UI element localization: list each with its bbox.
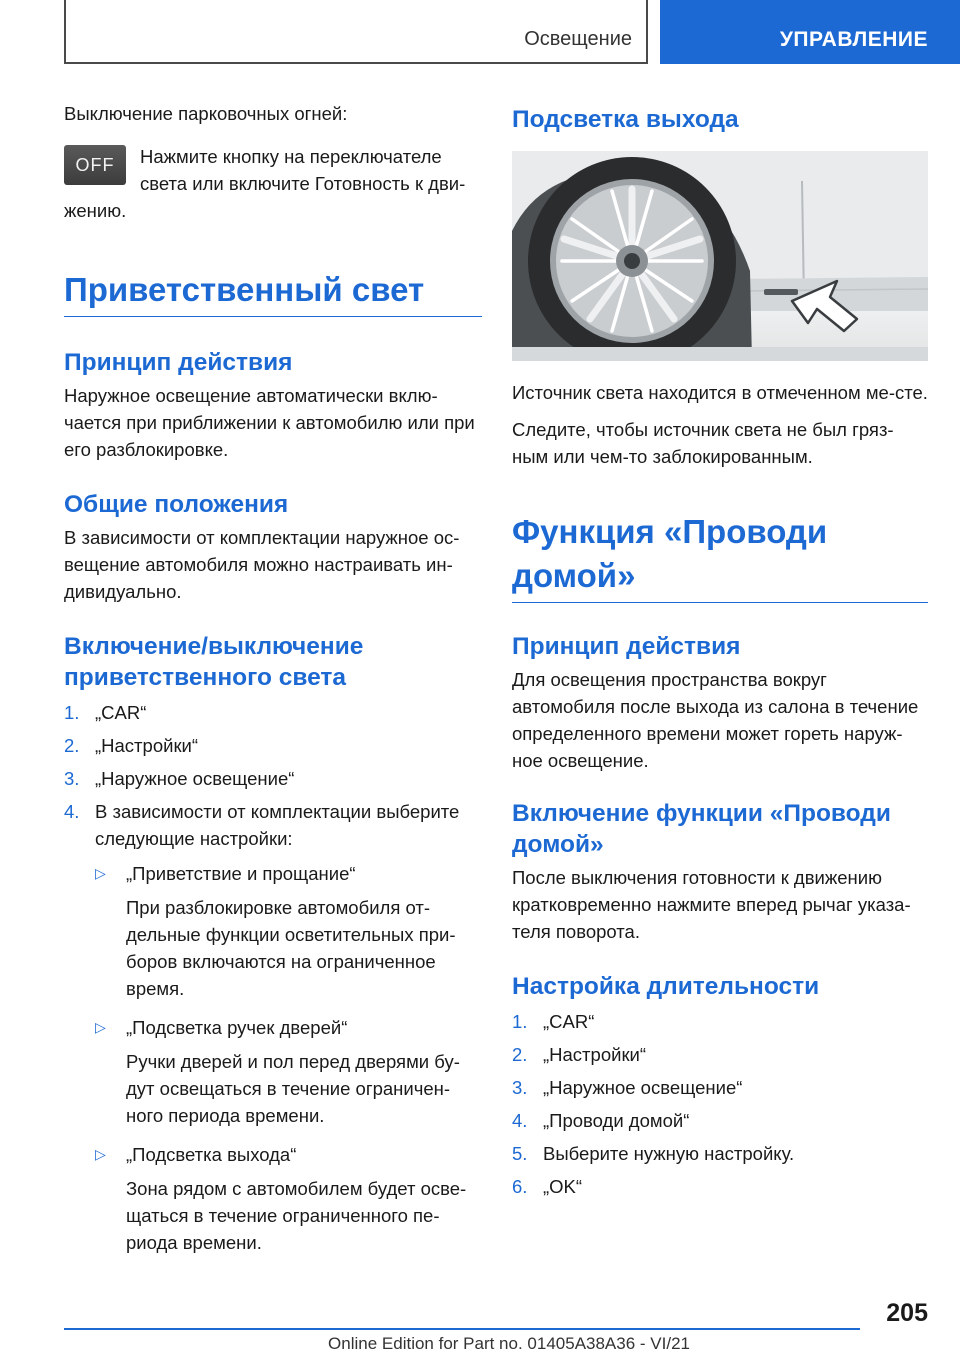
section-tab (64, 0, 648, 64)
step-text: „OK“ (543, 1176, 583, 1197)
step-text: „CAR“ (543, 1011, 595, 1032)
page-number: 205 (886, 1299, 928, 1327)
list-item (64, 765, 482, 792)
step-number: 4. (64, 801, 80, 822)
list-item (512, 1107, 928, 1134)
option-item (95, 860, 482, 1002)
edition-info: Online Edition for Part no. 01405A38A36 - VI/21 (328, 1334, 690, 1353)
enable-text: После выключения готовности к движению кратковременно нажмите вперед рычаг указа-теля поворота. (512, 867, 911, 942)
left-column (64, 100, 482, 1256)
list-item (64, 699, 482, 726)
option-description: При разблокировке автомобиля от-дельные функции осветительных при-боров включаются на ограниченное время. (126, 897, 456, 999)
step-number: 1. (512, 1011, 528, 1032)
principle-heading: Принцип действия (64, 349, 293, 376)
page-header (0, 0, 960, 66)
triangle-bullet-icon: ▷ (95, 1146, 106, 1162)
step-number: 6. (512, 1176, 528, 1197)
list-item (512, 1074, 928, 1101)
step-number: 3. (512, 1077, 528, 1098)
chapter-title: УПРАВЛЕНИЕ (779, 28, 928, 51)
photo-caption-2: Следите, чтобы источник света не был гряз-ным или чем-то заблокированным. (512, 419, 894, 467)
welcome-light-title: Приветственный свет (64, 268, 482, 317)
chapter-tab (660, 0, 960, 64)
triangle-bullet-icon: ▷ (95, 1019, 106, 1035)
option-description: Ручки дверей и пол перед дверями бу-дут освещаться в течение ограничен-ного периода времени. (126, 1051, 460, 1126)
section-title: Освещение (524, 28, 632, 50)
duration-heading: Настройка длительности (512, 973, 820, 1000)
step-number: 4. (512, 1110, 528, 1131)
follow-me-home-title: Функция «Проводи домой» (512, 510, 928, 603)
step-text: Выберите нужную настройку. (543, 1143, 795, 1164)
car-wheel-illustration (512, 151, 928, 361)
option-title: „Приветствие и прощание“ (126, 863, 356, 884)
off-instruction (64, 143, 482, 224)
welcome-steps-list (64, 699, 482, 1256)
step-text: „Наружное освещение“ (543, 1077, 743, 1098)
step-number: 1. (64, 702, 80, 723)
triangle-bullet-icon: ▷ (95, 865, 106, 881)
parking-off-heading: Выключение парковочных огней: (64, 103, 348, 124)
car-wheel-photo (512, 151, 928, 361)
step-text: „Наружное освещение“ (95, 768, 295, 789)
step-text: В зависимости от комплектации выберите следующие настройки: (95, 801, 460, 849)
off-instruction-line1: Нажмите кнопку на переключателе (140, 146, 442, 167)
step-text: „Настройки“ (543, 1044, 647, 1065)
list-item (64, 798, 482, 1256)
footer-divider (64, 1328, 860, 1330)
option-description: Зона рядом с автомобилем будет осве-щаться в течение ограниченного пе-риода времени. (126, 1178, 467, 1253)
off-instruction-line2: света или включите Готовность к дви- (140, 173, 466, 194)
general-heading: Общие положения (64, 491, 289, 518)
step-number: 2. (512, 1044, 528, 1065)
off-button-icon: OFF (64, 145, 126, 185)
list-item (512, 1173, 928, 1200)
list-item (512, 1008, 928, 1035)
duration-steps-list (512, 1008, 928, 1200)
general-text: В зависимости от комплектации наружное ос-вещение автомобиля можно настраивать ин-дивидуально. (64, 527, 460, 602)
right-column (512, 100, 928, 1200)
step-text: „Проводи домой“ (543, 1110, 690, 1131)
option-title: „Подсветка ручек дверей“ (126, 1017, 348, 1038)
toggle-heading: Включение/выключение приветственного света (64, 633, 364, 691)
option-item (95, 1014, 482, 1129)
option-title: „Подсветка выхода“ (126, 1144, 297, 1165)
option-item (95, 1141, 482, 1256)
step-text: „CAR“ (95, 702, 147, 723)
list-item (512, 1140, 928, 1167)
options-list (95, 860, 482, 1256)
step-text: „Настройки“ (95, 735, 199, 756)
step-number: 2. (64, 735, 80, 756)
off-instruction-line3: жению. (64, 200, 127, 221)
principle-text-right: Для освещения пространства вокруг автомобиля после выхода из салона в течение определенного времени может гореть наруж-ное освещение. (512, 669, 919, 771)
enable-heading: Включение функции «Проводи домой» (512, 800, 891, 858)
photo-caption-1: Источник света находится в отмеченном ме-сте. (512, 382, 928, 403)
principle-text: Наружное освещение автоматически вклю-чается при приближении к автомобилю или при его разблокировке. (64, 385, 475, 460)
step-number: 3. (64, 768, 80, 789)
list-item (512, 1041, 928, 1068)
step-number: 5. (512, 1143, 528, 1164)
principle-heading-right: Принцип действия (512, 633, 741, 660)
exit-light-heading: Подсветка выхода (512, 106, 739, 133)
list-item (64, 732, 482, 759)
